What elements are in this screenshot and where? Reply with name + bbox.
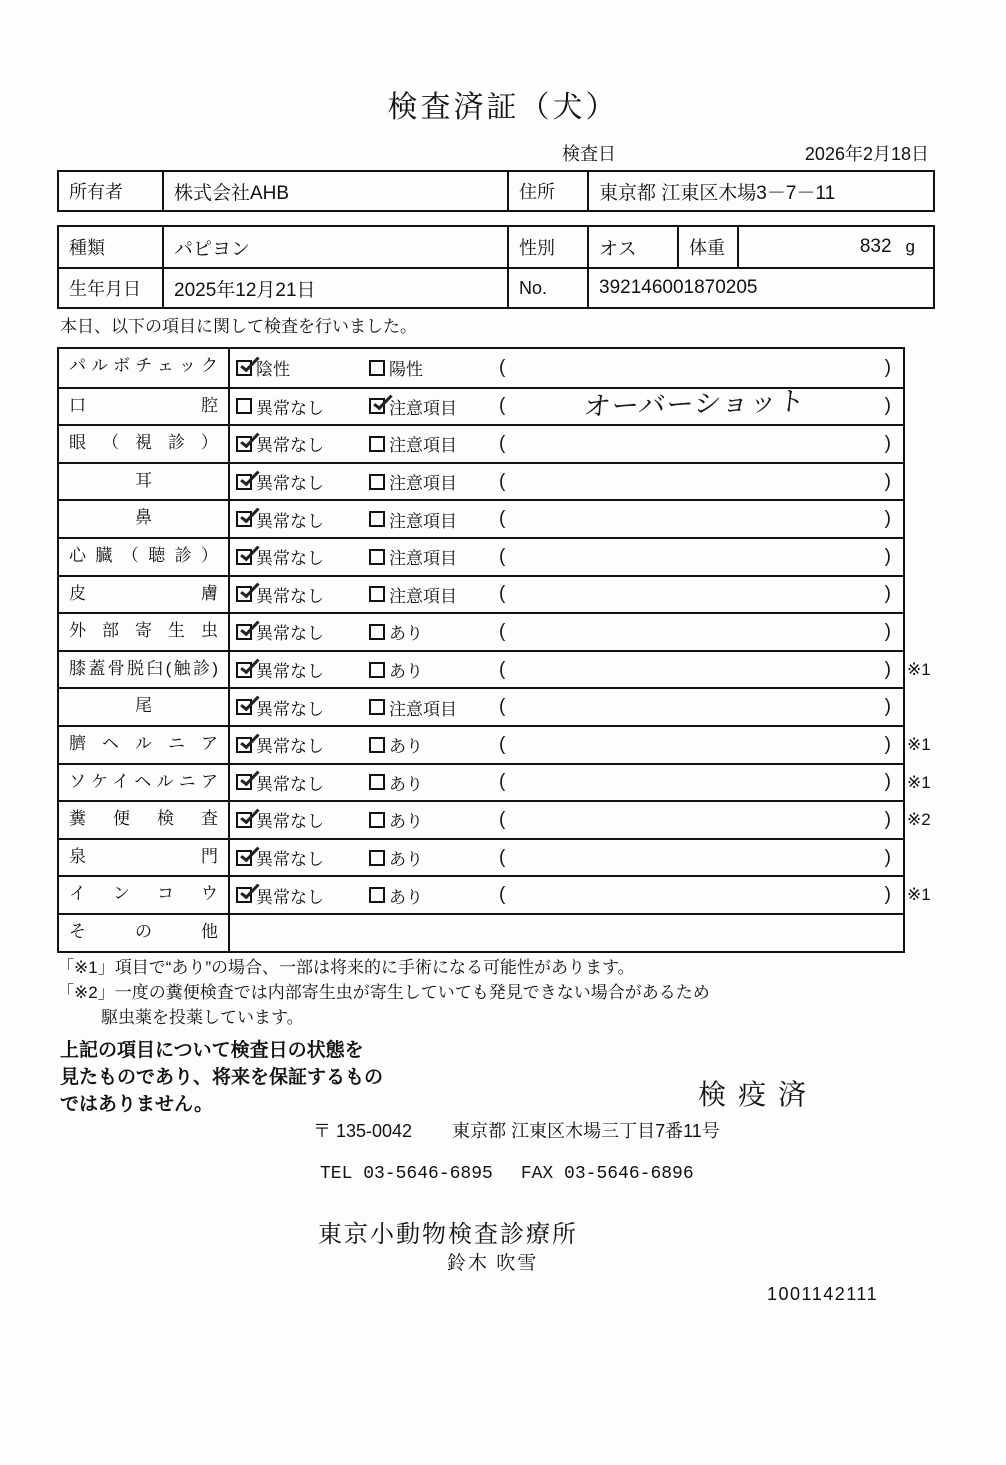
- option1-checkbox[interactable]: [236, 511, 252, 527]
- option1-label: 異常なし: [256, 624, 324, 644]
- paren-open: (: [499, 470, 506, 492]
- option2-label: あり: [389, 737, 423, 757]
- option1-label: 異常なし: [256, 737, 324, 757]
- checklist-row-options: [236, 355, 903, 380]
- breed-label: 種類: [69, 238, 105, 258]
- paren-close: ): [884, 470, 891, 492]
- weight-label: 体重: [677, 227, 737, 267]
- checklist-row: [59, 687, 903, 725]
- checklist-row: [59, 387, 903, 425]
- checklist-item-label: 膝蓋骨脱臼(触診): [59, 652, 230, 688]
- dob-label: 生年月日: [69, 279, 141, 299]
- handwritten-finding: オーバーショット: [582, 385, 808, 422]
- paren-open: (: [499, 545, 506, 567]
- option2-label: 注意項目: [389, 586, 457, 606]
- checklist-item-label: 外部寄生虫: [59, 614, 230, 650]
- checklist-row: [59, 575, 903, 613]
- option1-label: 異常なし: [256, 887, 324, 907]
- checklist-item-label: 皮膚: [59, 577, 230, 613]
- option2-checkbox[interactable]: [369, 774, 385, 790]
- option2-checkbox[interactable]: [369, 812, 385, 828]
- option1-group: [236, 770, 369, 795]
- paren-open: (: [499, 356, 506, 378]
- option2-checkbox[interactable]: [369, 549, 385, 565]
- option1-label: 異常なし: [256, 474, 324, 494]
- breed-value: パピヨン: [162, 227, 507, 267]
- checklist-table: [57, 347, 931, 953]
- address-value: 東京都 江東区木場3－7－11: [587, 172, 933, 210]
- option2-group: [369, 544, 493, 569]
- checklist-row-content: [230, 349, 903, 387]
- option1-group: [236, 507, 369, 532]
- checklist-item-label: パルボチェック: [59, 349, 230, 387]
- option1-checkbox[interactable]: [236, 624, 252, 640]
- option1-label: 異常なし: [256, 812, 324, 832]
- option2-label: あり: [389, 887, 423, 907]
- paren-open: (: [499, 658, 506, 680]
- paren-close: ): [884, 658, 891, 680]
- sex-label: 性別: [507, 227, 587, 267]
- weight-cell: [737, 227, 933, 267]
- option1-label: 陰性: [256, 360, 290, 380]
- handwritten-finding: [505, 587, 885, 597]
- disclaimer-line-1: 上記の項目について検査日の状態を: [60, 1040, 364, 1061]
- intro-text: 本日、以下の項目に関して検査を行いました。: [60, 317, 417, 336]
- clinic-name: 東京小動物検査診療所: [318, 1221, 578, 1248]
- paren-close: ): [884, 395, 891, 417]
- option1-group: [236, 845, 369, 870]
- option1-group: [236, 431, 369, 456]
- disclaimer-line-3: ではありません。: [60, 1094, 214, 1115]
- paren-close: ): [884, 432, 891, 454]
- option1-group: [236, 695, 369, 720]
- clinic-phone-line: [320, 1164, 694, 1184]
- option2-label: あり: [389, 624, 423, 644]
- checklist-row-options: [236, 732, 903, 757]
- option2-group: [369, 431, 493, 456]
- option2-checkbox[interactable]: [369, 586, 385, 602]
- handwritten-finding: [505, 700, 885, 710]
- handwritten-finding: [505, 550, 885, 560]
- checklist-row-options: [236, 385, 903, 422]
- option2-checkbox[interactable]: [369, 737, 385, 753]
- option1-checkbox[interactable]: [236, 398, 252, 414]
- option1-checkbox[interactable]: [236, 662, 252, 678]
- option1-group: [236, 807, 369, 832]
- sex-value: オス: [587, 227, 677, 267]
- option1-group: [236, 544, 369, 569]
- checklist-row-content: [230, 385, 903, 425]
- option1-label: 異常なし: [256, 850, 324, 870]
- handwritten-finding: [505, 625, 885, 635]
- checklist-row: [59, 800, 931, 838]
- checklist-row: [59, 349, 903, 387]
- option2-label: あり: [389, 850, 423, 870]
- checklist-row-options: [236, 807, 903, 832]
- paren-open: (: [499, 620, 506, 642]
- footnotes-block: [57, 955, 710, 1030]
- option1-label: 異常なし: [256, 511, 324, 531]
- option1-checkbox[interactable]: [236, 812, 252, 828]
- handwritten-finding: [505, 437, 885, 447]
- checklist-row-content: [230, 614, 903, 650]
- option1-label: 異常なし: [256, 549, 324, 569]
- footnote-2: 「※2」一度の糞便検査では内部寄生虫が寄生していても発見できない場合があるため: [57, 983, 710, 1002]
- checklist-row: [59, 537, 903, 575]
- option1-checkbox[interactable]: [236, 699, 252, 715]
- paren-close: ): [884, 808, 891, 830]
- animal-info-table: [57, 225, 935, 309]
- paren-close: ): [884, 583, 891, 605]
- paren-open: (: [499, 432, 506, 454]
- option2-group: [369, 355, 493, 380]
- breed-row: [59, 227, 933, 267]
- checklist-row-options: [236, 845, 903, 870]
- paren-open: (: [499, 395, 506, 417]
- checklist-row: [59, 913, 903, 951]
- row-footnote-mark: ※1: [907, 772, 931, 792]
- option1-checkbox[interactable]: [236, 887, 252, 903]
- option2-checkbox[interactable]: [369, 436, 385, 452]
- checklist-row-options: [236, 619, 903, 644]
- option2-group: [369, 732, 493, 757]
- option1-label: 異常なし: [256, 398, 324, 418]
- owner-info-table: [57, 170, 935, 212]
- option2-group: [369, 507, 493, 532]
- checklist-row: [59, 763, 931, 801]
- document-title: 検査済証（犬）: [387, 91, 619, 124]
- paren-close: ): [884, 884, 891, 906]
- checklist-item-label: 泉門: [59, 840, 230, 876]
- checklist-item-label: ソケイヘルニア: [59, 765, 230, 801]
- option2-group: [369, 807, 493, 832]
- option1-label: 異常なし: [256, 774, 324, 794]
- checklist-row: [59, 725, 931, 763]
- clinic-fax: FAX 03-5646-6896: [520, 1164, 694, 1184]
- checklist-row-content: [230, 689, 903, 725]
- option2-group: [369, 657, 493, 682]
- option1-checkbox[interactable]: [236, 549, 252, 565]
- option2-checkbox[interactable]: [369, 624, 385, 640]
- paren-open: (: [499, 733, 506, 755]
- paren-close: ): [884, 545, 891, 567]
- paren-close: ): [884, 846, 891, 868]
- option1-group: [236, 394, 369, 419]
- option2-label: 注意項目: [389, 549, 457, 569]
- checklist-item-label: 糞便検査: [59, 802, 230, 838]
- checklist-row-options: [236, 883, 903, 908]
- paren-close: ): [884, 733, 891, 755]
- checklist-row-content: [230, 539, 903, 575]
- checklist-row-options: [236, 657, 903, 682]
- footnote-2-continued: 駆虫薬を投薬しています。: [101, 1008, 304, 1027]
- dob-value: 2025年12月21日: [162, 269, 507, 307]
- option1-group: [236, 582, 369, 607]
- checklist-item-label: 臍ヘルニア: [59, 727, 230, 763]
- owner-label: 所有者: [69, 182, 123, 202]
- option2-label: 注意項目: [389, 398, 457, 418]
- row-footnote-mark: ※2: [907, 810, 931, 830]
- dob-row: [59, 267, 933, 307]
- option1-label: 異常なし: [256, 699, 324, 719]
- checklist-row-options: [236, 469, 903, 494]
- inspection-date-label: 検査日: [562, 144, 616, 164]
- option2-group: [369, 582, 493, 607]
- checklist-row-content: [230, 501, 903, 537]
- option1-group: [236, 619, 369, 644]
- checklist-row: [59, 424, 903, 462]
- option2-label: 注意項目: [389, 436, 457, 456]
- option1-group: [236, 355, 369, 380]
- paren-close: ): [884, 696, 891, 718]
- option2-label: あり: [389, 812, 423, 832]
- option1-label: 異常なし: [256, 662, 324, 682]
- handwritten-finding: [505, 475, 885, 485]
- handwritten-finding: [505, 888, 885, 898]
- option2-checkbox[interactable]: [369, 850, 385, 866]
- checklist-row-content: [230, 464, 903, 500]
- option2-group: [369, 619, 493, 644]
- checklist-row: [59, 875, 931, 913]
- disclaimer-line-2: 見たものであり、将来を保証するもの: [60, 1067, 384, 1088]
- checklist-item-label: 心臓（聴診）: [59, 539, 230, 575]
- option2-group: [369, 469, 493, 494]
- option2-label: あり: [389, 662, 423, 682]
- checklist-row-content: [230, 727, 903, 763]
- checklist-row: [59, 612, 903, 650]
- option1-label: 異常なし: [256, 436, 324, 456]
- clinic-address: 東京都 江東区木場三丁目7番11号: [452, 1121, 720, 1141]
- checklist-row-options: [236, 770, 903, 795]
- option2-label: 注意項目: [389, 511, 457, 531]
- option2-label: 注意項目: [389, 474, 457, 494]
- paren-close: ): [884, 771, 891, 793]
- checklist-row-content: [230, 877, 903, 913]
- paren-open: (: [499, 808, 506, 830]
- quarantine-stamp: 検疫済: [698, 1079, 819, 1110]
- paren-close: ): [884, 356, 891, 378]
- checklist-item-label: インコウ: [59, 877, 230, 913]
- owner-value: 株式会社AHB: [162, 172, 507, 210]
- clinic-address-line: [313, 1117, 720, 1143]
- checklist-row-content: [230, 802, 903, 838]
- option1-group: [236, 732, 369, 757]
- option1-checkbox[interactable]: [236, 360, 252, 376]
- option2-checkbox[interactable]: [369, 398, 385, 414]
- checklist-row-options: [236, 507, 903, 532]
- option2-group: [369, 695, 493, 720]
- option2-label: あり: [389, 774, 423, 794]
- option2-checkbox[interactable]: [369, 699, 385, 715]
- checklist-row-content: [230, 765, 903, 801]
- checklist-row-options: [236, 582, 903, 607]
- disclaimer-block: [60, 1037, 383, 1118]
- checklist-row-content: [230, 840, 903, 876]
- inspection-date-value: 2026年2月18日: [804, 144, 929, 164]
- paren-open: (: [499, 583, 506, 605]
- row-footnote-mark: ※1: [907, 885, 931, 905]
- clinic-tel: TEL 03-5646-6895: [320, 1164, 493, 1184]
- checklist-row: [59, 499, 903, 537]
- checklist-row: [59, 838, 903, 876]
- paren-close: ): [884, 508, 891, 530]
- handwritten-finding: [505, 738, 885, 748]
- option1-checkbox[interactable]: [236, 850, 252, 866]
- paren-open: (: [499, 846, 506, 868]
- checklist-item-label: 尾: [59, 689, 230, 725]
- option2-group: [369, 883, 493, 908]
- option1-checkbox[interactable]: [236, 436, 252, 452]
- option1-checkbox[interactable]: [236, 586, 252, 602]
- checklist-item-label: 眼（視診）: [59, 426, 230, 462]
- handwritten-finding: [505, 663, 885, 673]
- handwritten-finding: [505, 813, 885, 823]
- option2-label: 陽性: [389, 360, 423, 380]
- checklist-row-options: [236, 544, 903, 569]
- checklist-row-options: [236, 431, 903, 456]
- option2-checkbox[interactable]: [369, 662, 385, 678]
- clinic-postal-code: 〒 135-0042: [313, 1121, 413, 1141]
- option2-checkbox[interactable]: [369, 887, 385, 903]
- option1-group: [236, 883, 369, 908]
- document-number: 1001142111: [767, 1284, 879, 1304]
- option2-checkbox[interactable]: [369, 511, 385, 527]
- option1-group: [236, 657, 369, 682]
- option2-label: 注意項目: [389, 699, 457, 719]
- option2-group: [369, 770, 493, 795]
- checklist-item-label: 鼻: [59, 501, 230, 537]
- option1-checkbox[interactable]: [236, 474, 252, 490]
- row-footnote-mark: ※1: [907, 659, 931, 679]
- checklist-row: [59, 462, 903, 500]
- checklist-row-content: [230, 577, 903, 613]
- inspection-date-line: [57, 140, 935, 166]
- certificate-no-value: 392146001870205: [587, 269, 933, 307]
- address-label: 住所: [507, 172, 587, 210]
- paren-open: (: [499, 771, 506, 793]
- handwritten-finding: [505, 775, 885, 785]
- handwritten-finding: [505, 512, 885, 522]
- footnote-1: 「※1」項目で“あり”の場合、一部は将来的に手術になる可能性があります。: [57, 958, 635, 977]
- checklist-item-label: 口腔: [59, 389, 230, 425]
- handwritten-finding: [505, 361, 885, 371]
- checklist-item-label: その他: [59, 915, 230, 951]
- option1-label: 異常なし: [256, 586, 324, 606]
- option2-checkbox[interactable]: [369, 474, 385, 490]
- checklist-row-content: [230, 426, 903, 462]
- weight-unit: g: [905, 237, 915, 256]
- checklist-row-content: [230, 652, 903, 688]
- option1-checkbox[interactable]: [236, 774, 252, 790]
- option2-group: [369, 394, 493, 419]
- option1-checkbox[interactable]: [236, 737, 252, 753]
- handwritten-finding: [505, 851, 885, 861]
- checklist-row: [59, 650, 931, 688]
- paren-close: ): [884, 620, 891, 642]
- checklist-row-options: [236, 695, 903, 720]
- paren-open: (: [499, 508, 506, 530]
- option1-group: [236, 469, 369, 494]
- option2-checkbox[interactable]: [369, 360, 385, 376]
- certificate-no-label: No.: [507, 269, 587, 307]
- option2-group: [369, 845, 493, 870]
- paren-open: (: [499, 884, 506, 906]
- weight-value: 832: [859, 236, 892, 257]
- checklist-item-label: 耳: [59, 464, 230, 500]
- row-footnote-mark: ※1: [907, 734, 931, 754]
- paren-open: (: [499, 696, 506, 718]
- checklist-row-content: [230, 915, 903, 951]
- veterinarian-name: 鈴木 吹雪: [447, 1253, 539, 1274]
